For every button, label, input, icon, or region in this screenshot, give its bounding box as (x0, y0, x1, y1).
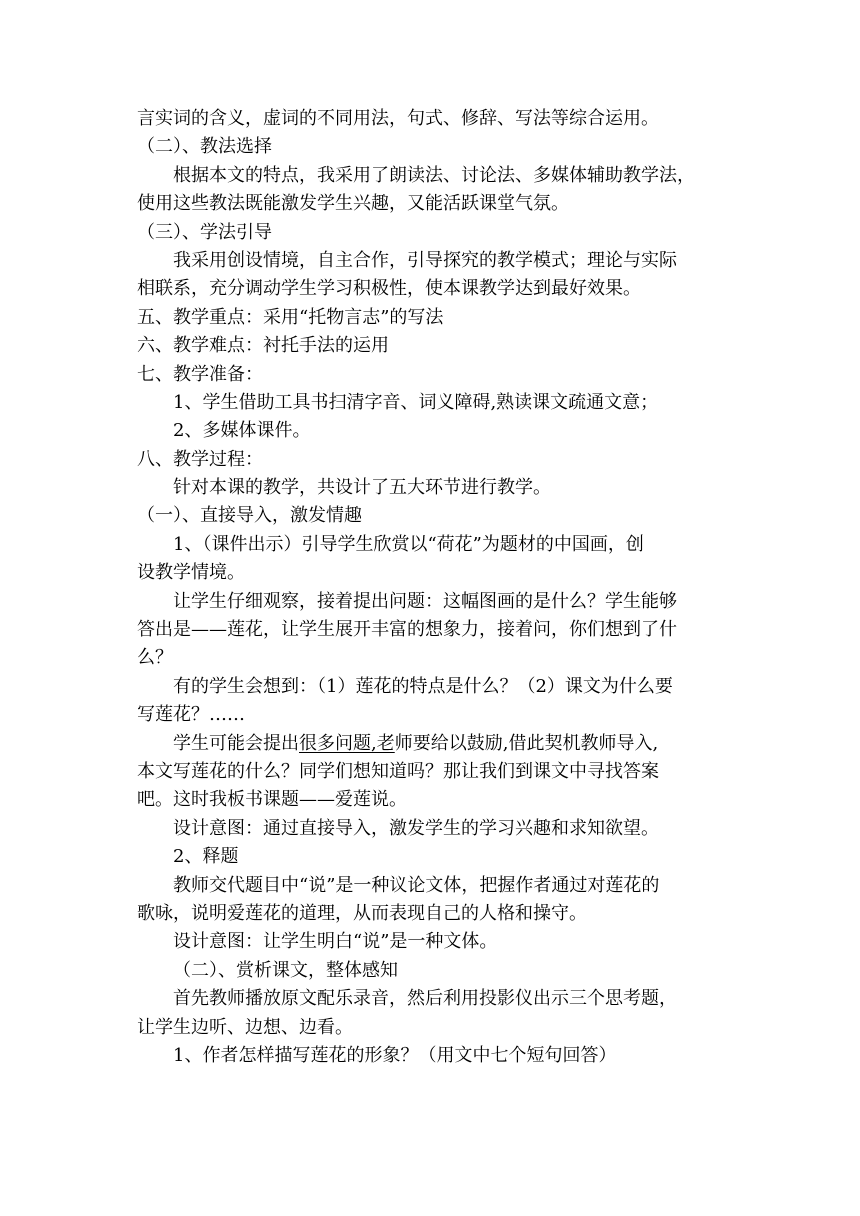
list-item: 1、学生借助工具书扫清字音、词义障碍,熟读课文疏通文意； (173, 391, 659, 413)
text-line: 我采用创设情境，自主合作，引导探究的教学模式；理论与实际 (173, 249, 677, 271)
text-line: 歌咏，说明爱莲花的道理，从而表现自己的人格和操守。 (137, 902, 587, 924)
text-line: 让学生边听、边想、边看。 (137, 1016, 353, 1038)
text-line: 有的学生会想到：（1）莲花的特点是什么？（2）课文为什么要 (173, 675, 673, 697)
text-line: 设计意图：让学生明白“说”是一种文体。 (173, 931, 498, 953)
text-segment: 师要给以鼓励,借此契机教师导入, (394, 732, 659, 754)
text-line: 设教学情境。 (137, 562, 245, 584)
list-item: 1、作者怎样描写莲花的形象？（用文中七个短句回答） (173, 1044, 617, 1066)
text-line: 答出是——莲花，让学生展开丰富的想象力，接着问，你们想到了什 (137, 619, 677, 641)
text-line: 教师交代题目中“说”是一种议论文体，把握作者通过对莲花的 (173, 874, 660, 896)
text-line: 么？ (137, 647, 173, 669)
section-heading: （三）、学法引导 (137, 221, 272, 243)
text-line: 让学生仔细观察，接着提出问题：这幅图画的是什么？学生能够 (173, 590, 677, 612)
section-heading: 六、教学难点：衬托手法的运用 (137, 335, 389, 357)
text-line: 针对本课的教学，共设计了五大环节进行教学。 (173, 477, 551, 499)
text-line: 本文写莲花的什么？同学们想知道吗？那让我们到课文中寻找答案 (137, 760, 659, 782)
text-line: 使用这些教法既能激发学生兴趣，又能活跃课堂气氛。 (137, 193, 569, 215)
section-heading: （二）、教法选择 (137, 136, 272, 158)
section-heading: 七、教学准备： (137, 363, 263, 385)
section-heading: 八、教学过程： (137, 448, 263, 470)
section-heading: （一）、直接导入，激发情趣 (137, 505, 362, 527)
text-line: 相联系，充分调动学生学习积极性，使本课教学达到最好效果。 (137, 278, 641, 300)
document-body (137, 105, 737, 1070)
text-line: 吧。这时我板书课题——爱莲说。 (137, 789, 407, 811)
section-heading: 五、教学重点：采用“托物言志”的写法 (137, 306, 444, 328)
list-item: 2、多媒体课件。 (173, 420, 311, 442)
list-item: 2、释题 (173, 846, 239, 868)
text-line: 设计意图：通过直接导入，激发学生的学习兴趣和求知欲望。 (173, 817, 659, 839)
section-heading: （二）、赏析课文，整体感知 (173, 959, 398, 981)
text-line: 根据本文的特点，我采用了朗读法、讨论法、多媒体辅助教学法， (173, 164, 695, 186)
text-line: 言实词的含义，虚词的不同用法，句式、修辞、写法等综合运用。 (137, 108, 659, 129)
text-line: 写莲花？…… (137, 704, 245, 726)
underlined-text: 很多问题,老 (299, 732, 395, 754)
text-line: 1、（课件出示）引导学生欣赏以“荷花”为题材的中国画，创 (173, 533, 644, 555)
text-line (137, 730, 737, 758)
text-segment: 学生可能会提出 (173, 732, 299, 754)
text-line: 首先教师播放原文配乐录音，然后利用投影仪出示三个思考题， (173, 988, 677, 1010)
